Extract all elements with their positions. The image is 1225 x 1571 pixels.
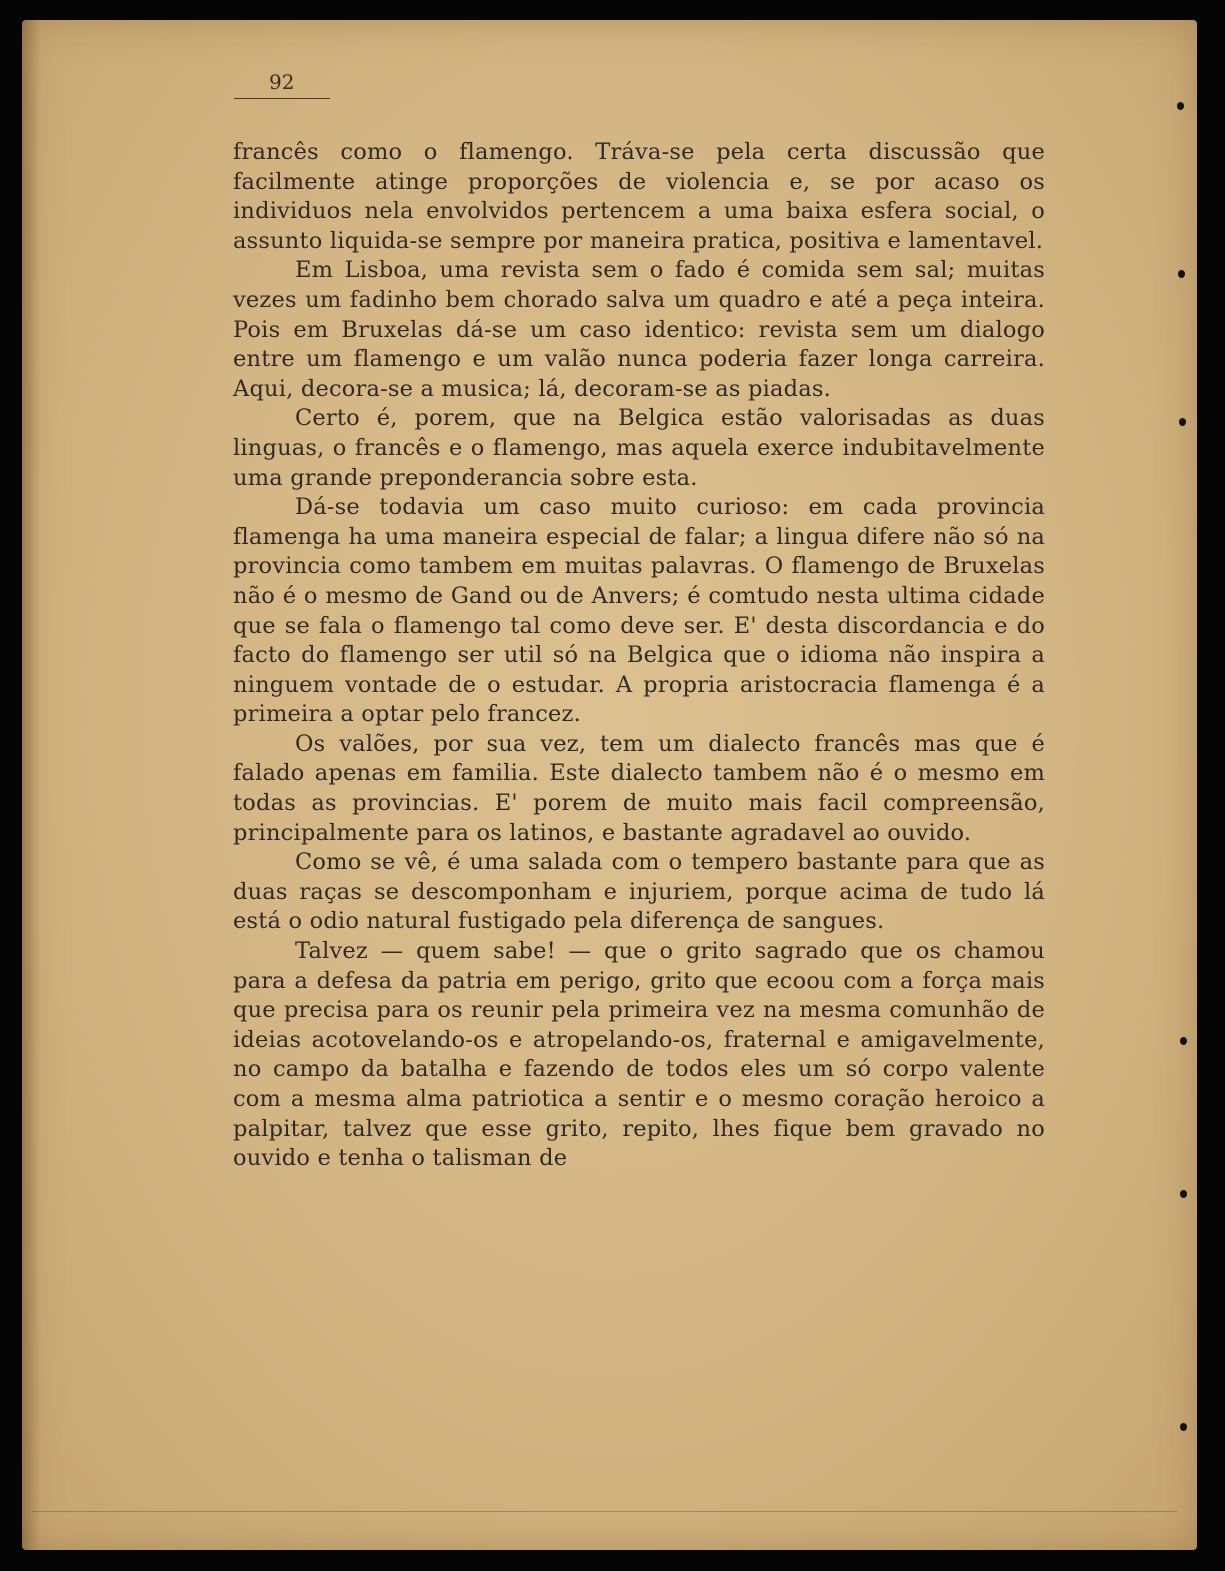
- paragraph-7: Talvez — quem sabe! — que o grito sagrado que os chamou para a defesa da patria em perigo, grito que ecoou com a força mais que precisa para os reunir pela primeira vez na mesma comunhão de ideias acotovelando-os e atropelando-os, fraternal e amigavelmente, no campo da batalha e fazendo de todos eles um só corpo valente com a mesma alma patriotica a sentir e o mesmo coração heroico a palpitar, talvez que esse grito, repito, lhes fique bem gravado no ouvido e tenha o talisman de: [233, 938, 1045, 1172]
- binding-hole-mark: [1180, 1190, 1187, 1198]
- binding-hole-mark: [1178, 270, 1185, 278]
- binding-hole-mark: [1180, 1037, 1187, 1045]
- book-page: [22, 20, 1197, 1550]
- paragraph-1: francês como o flamengo. Tráva-se pela certa discussão que facilmente atinge proporções de violencia e, se por acaso os individuos nela envolvidos pertencem a uma baixa esfera social, o assunto liquida-se sempre por maneira pratica, positiva e lamentavel.: [233, 139, 1045, 254]
- binding-hole-mark: [1179, 418, 1186, 426]
- paragraph-3: Certo é, porem, que na Belgica estão valorisadas as duas linguas, o francês e o flamengo, mas aquela exerce indubitavelmente uma grande preponderancia sobre esta.: [233, 405, 1045, 491]
- page-spine-shadow: [22, 20, 40, 1550]
- page-number: 92: [269, 70, 295, 94]
- paragraph-6: Como se vê, é uma salada com o tempero bastante para que as duas raças se descomponham e injuriem, porque acima de tudo lá está o odio natural fustigado pela diferença de sangues.: [233, 849, 1045, 935]
- paragraph-4: Dá-se todavia um caso muito curioso: em cada provincia flamenga ha uma maneira especial de falar; a lingua difere não só na provincia como tambem em muitas palavras. O flamengo de Bruxelas não é o mesmo de Gand ou de Anvers; é comtudo nesta ultima cidade que se fala o flamengo tal como deve ser. E' desta discordancia e do facto do flamengo ser util só na Belgica que o idioma não inspira a ninguem vontade de o estudar. A propria aristocracia flamenga é a primeira a optar pelo francez.: [233, 494, 1045, 728]
- body-text: [233, 138, 1045, 1174]
- page-number-rule: [234, 98, 330, 99]
- paragraph-2: Em Lisboa, uma revista sem o fado é comida sem sal; muitas vezes um fadinho bem chorado salva um quadro e até a peça inteira. Pois em Bruxelas dá-se um caso identico: revista sem um dialogo entre um flamengo e um valão nunca poderia fazer longa carreira. Aqui, decora-se a musica; lá, decoram-se as piadas.: [233, 257, 1045, 402]
- paragraph-5: Os valões, por sua vez, tem um dialecto francês mas que é falado apenas em familia. Este dialecto tambem não é o mesmo em todas as provincias. E' porem de muito mais facil compreensão, principalmente para os latinos, e bastante agradavel ao ouvido.: [233, 730, 1045, 846]
- binding-hole-mark: [1180, 1423, 1187, 1431]
- binding-hole-mark: [1177, 102, 1184, 110]
- page-edge-line: [32, 1511, 1177, 1512]
